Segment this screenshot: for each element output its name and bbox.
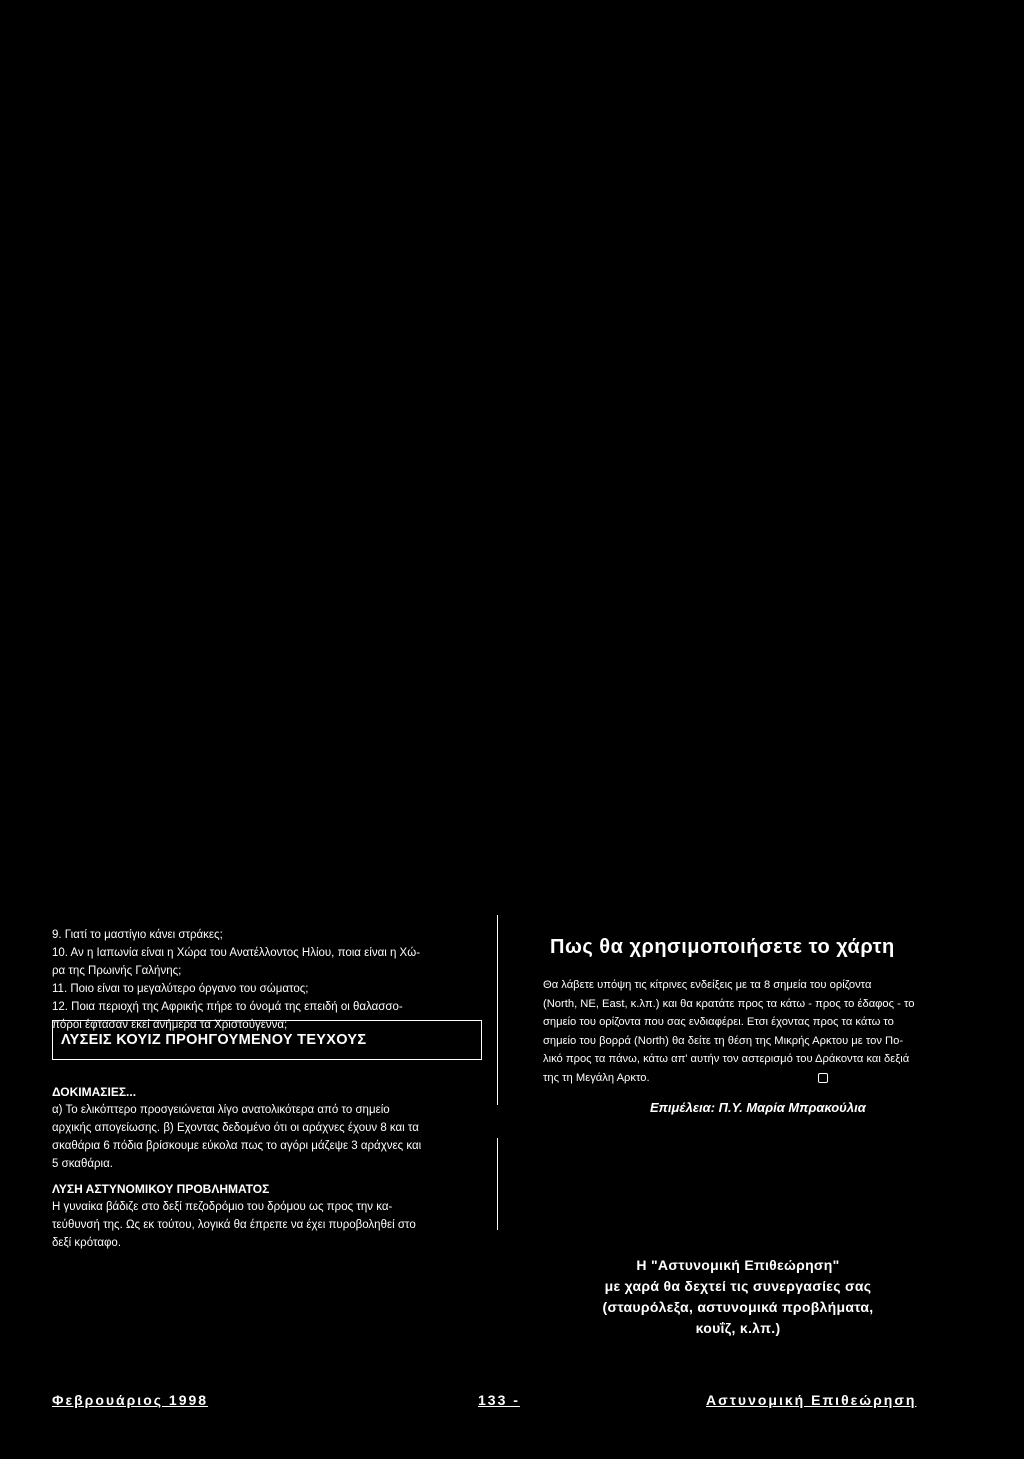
police-problem-line: τεύθυνσή της. Ως εκ τούτου, λογικά θα έπρεπε να έχει πυροβοληθεί στο — [52, 1219, 416, 1231]
tests-solution — [52, 1083, 492, 1173]
footer-magazine-name: Αστυνομική Επιθεώρηση — [706, 1392, 917, 1408]
quiz-questions — [52, 926, 492, 1034]
promo-line: με χαρά θα δεχτεί τις συνεργασίες σας — [604, 1278, 872, 1294]
promo-line: κουΐζ, κ.λπ.) — [695, 1320, 781, 1336]
tests-line: σκαθάρια 6 πόδια βρίσκουμε εύκολα πως το αγόρι μάζεψε 3 αράχνες και — [52, 1140, 422, 1152]
question-line: 9. Γιατί το μαστίγιο κάνει στράκες; — [52, 929, 223, 941]
footer-page-number: 133 - — [478, 1392, 520, 1408]
solutions-box — [52, 1020, 482, 1060]
column-divider — [497, 1138, 498, 1230]
map-line-last — [543, 1069, 963, 1088]
solutions-box-title: ΛΥΣΕΙΣ ΚΟΥΙΖ ΠΡΟΗΓΟΥΜΕΝΟΥ ΤΕΥΧΟΥΣ — [61, 1032, 367, 1048]
question-line: 11. Ποιο είναι το μεγαλύτερο όργανο του σώματος; — [52, 983, 309, 995]
question-line: 10. Αν η Ιαπωνία είναι η Χώρα του Ανατέλλοντος Ηλίου, ποια είναι η Χώ- — [52, 947, 421, 959]
promo-line: (σταυρόλεξα, αστυνομικά προβλήματα, — [602, 1299, 874, 1315]
tests-line: αρχικής απογείωσης. β) Εχοντας δεδομένο ότι οι αράχνες έχουν 8 και τα — [52, 1122, 419, 1134]
tests-line: α) Το ελικόπτερο προσγειώνεται λίγο ανατολικότερα από το σημείο — [52, 1104, 390, 1116]
police-problem-solution — [52, 1180, 492, 1252]
map-instructions — [543, 976, 963, 1087]
question-line: ρα της Πρωινής Γαλήνης; — [52, 965, 182, 977]
promo-line: Η "Αστυνομική Επιθεώρηση" — [636, 1257, 840, 1273]
footer-date: Φεβρουάριος 1998 — [52, 1392, 209, 1408]
map-line: Θα λάβετε υπόψη τις κίτρινες ενδείξεις με τα 8 σημεία του ορίζοντα — [543, 979, 872, 991]
map-section-title: Πως θα χρησιμοποιήσετε το χάρτη — [550, 936, 895, 958]
tests-heading: ΔΟΚΙΜΑΣΙΕΣ... — [52, 1085, 137, 1099]
map-line: σημείο του βορρά (North) θα δείτε τη θέση της Μικρής Αρκτου με τον Πο- — [543, 1034, 904, 1047]
curation-credit: Επιμέλεια: Π.Υ. Μαρία Μπρακούλια — [650, 1100, 866, 1115]
map-line: σημείο του ορίζοντα που σας ενδιαφέρει. Ετσι έχοντας προς τα κάτω το — [543, 1016, 894, 1028]
end-mark-icon — [818, 1073, 828, 1083]
police-problem-heading: ΛΥΣΗ ΑΣΤΥΝΟΜΙΚΟΥ ΠΡΟΒΛΗΜΑΤΟΣ — [52, 1182, 270, 1196]
map-line: (North, NE, East, κ.λπ.) και θα κρατάτε προς τα κάτω - προς το έδαφος - το — [543, 997, 915, 1010]
map-line: λικό προς τα πάνω, κάτω απ' αυτήν τον αστερισμό του Δράκοντα και δεξιά — [543, 1053, 910, 1065]
tests-line: 5 σκαθάρια. — [52, 1158, 113, 1170]
submissions-promo — [540, 1255, 936, 1339]
question-line: πόροι έφτασαν εκεί ανήμερα τα Χριστούγεννα; — [52, 1019, 288, 1031]
question-line: 12. Ποια περιοχή της Αφρικής πήρε το όνομά της επειδή οι θαλασσο- — [52, 1001, 403, 1013]
column-divider — [497, 915, 498, 1105]
police-problem-line: Η γυναίκα βάδιζε στο δεξί πεζοδρόμιο του δρόμου ως προς την κα- — [52, 1201, 393, 1213]
map-line: της τη Μεγάλη Αρκτο. — [543, 1071, 650, 1084]
police-problem-line: δεξί κρόταφο. — [52, 1237, 122, 1249]
